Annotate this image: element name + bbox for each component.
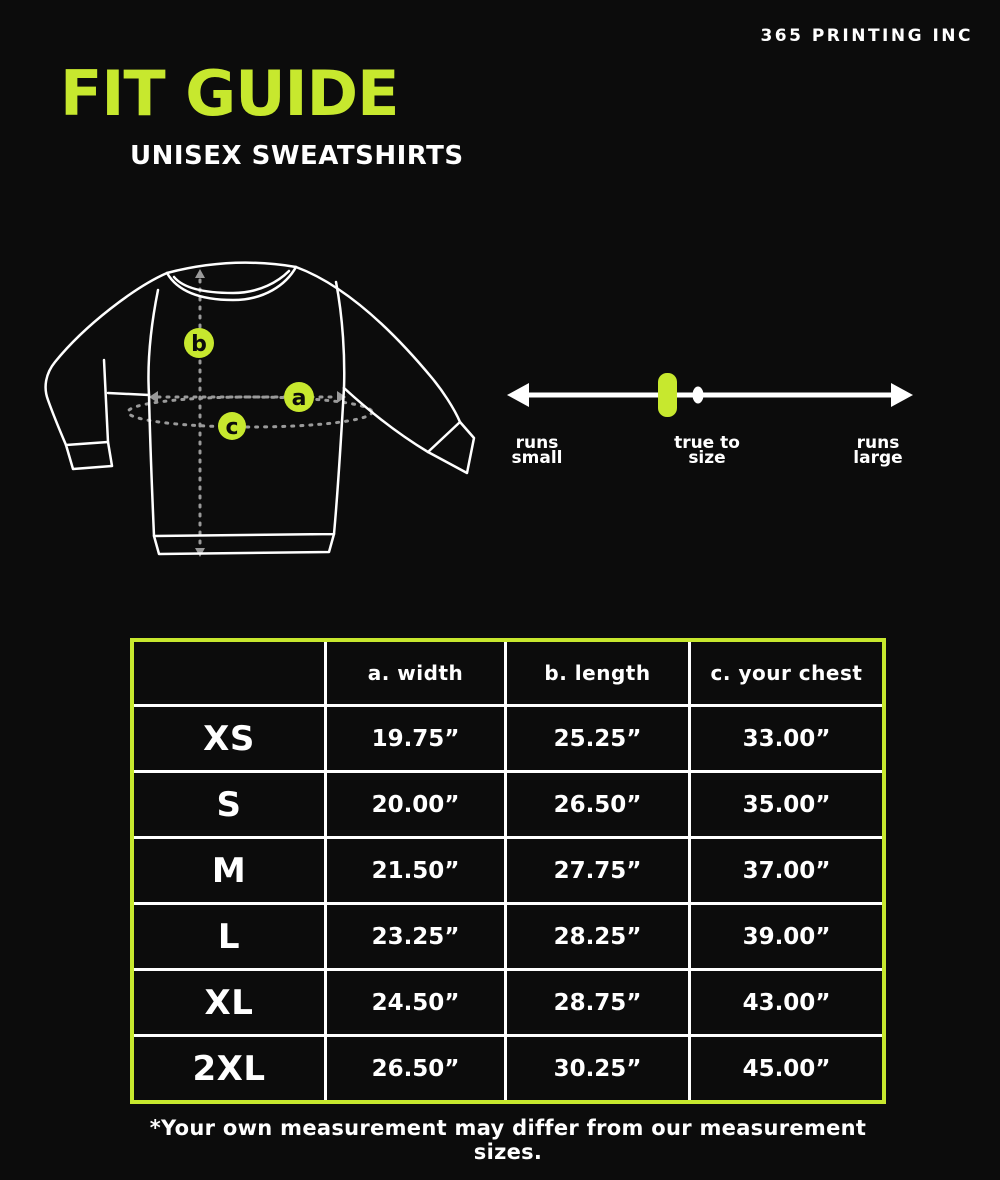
table-row-L-size: L bbox=[134, 905, 324, 968]
chest-dotted-ellipse bbox=[128, 397, 372, 427]
left-underarm-line bbox=[108, 393, 149, 395]
table-row-S-length: 26.50” bbox=[507, 773, 688, 836]
table-row-M-chest: 37.00” bbox=[691, 839, 882, 902]
scale-left-arrowhead bbox=[507, 383, 529, 407]
sweatshirt-diagram bbox=[30, 240, 500, 580]
table-row-2XL-width: 26.50” bbox=[327, 1037, 504, 1100]
guide-arrowheads bbox=[149, 269, 346, 557]
scale-dot bbox=[693, 387, 704, 404]
brand-text: 365 PRINTING INC bbox=[760, 26, 973, 46]
right-sleeve-outer bbox=[296, 267, 460, 422]
right-cuff bbox=[428, 422, 474, 473]
table-row-S-size: S bbox=[134, 773, 324, 836]
header-length: b. length bbox=[507, 642, 688, 704]
table-row-2XL-size: 2XL bbox=[134, 1037, 324, 1100]
scale-right-arrowhead bbox=[891, 383, 913, 407]
footnote: *Your own measurement may differ from our measurement sizes. bbox=[149, 1116, 867, 1164]
table-row-XL-size: XL bbox=[134, 971, 324, 1034]
table-row-M-width: 21.50” bbox=[327, 839, 504, 902]
header-width: a. width bbox=[327, 642, 504, 704]
scale-label-runs-small: runs small bbox=[511, 433, 563, 468]
sweatshirt-outline bbox=[46, 263, 474, 554]
page-title: FIT GUIDE bbox=[60, 57, 399, 130]
table-row-S-chest: 35.00” bbox=[691, 773, 882, 836]
table-row-XL-chest: 43.00” bbox=[691, 971, 882, 1034]
table-row-M-length: 27.75” bbox=[507, 839, 688, 902]
table-row-XS-width: 19.75” bbox=[327, 707, 504, 770]
true-to-size-pill bbox=[658, 373, 677, 417]
collar-top bbox=[167, 263, 296, 273]
marker-a-letter: a bbox=[291, 386, 307, 411]
left-body-seam bbox=[149, 395, 154, 536]
table-row-L-length: 28.25” bbox=[507, 905, 688, 968]
left-sleeve-inner bbox=[104, 360, 108, 442]
left-cuff bbox=[66, 442, 112, 469]
header-blank bbox=[134, 642, 324, 704]
table-row-2XL-length: 30.25” bbox=[507, 1037, 688, 1100]
table-row-S-width: 20.00” bbox=[327, 773, 504, 836]
table-row-2XL-chest: 45.00” bbox=[691, 1037, 882, 1100]
table-row-L-width: 23.25” bbox=[327, 905, 504, 968]
collar-outer bbox=[167, 267, 296, 300]
table-row-M-size: M bbox=[134, 839, 324, 902]
table-row-XS-chest: 33.00” bbox=[691, 707, 882, 770]
left-armhole-seam bbox=[148, 290, 158, 395]
marker-c-letter: c bbox=[225, 415, 239, 440]
table-row-XS-size: XS bbox=[134, 707, 324, 770]
table-row-XL-width: 24.50” bbox=[327, 971, 504, 1034]
page-subtitle: UNISEX SWEATSHIRTS bbox=[130, 141, 464, 171]
table-row-XL-length: 28.75” bbox=[507, 971, 688, 1034]
measurement-markers bbox=[184, 328, 314, 440]
table-row-L-chest: 39.00” bbox=[691, 905, 882, 968]
right-body-seam bbox=[334, 388, 344, 534]
marker-b-letter: b bbox=[191, 332, 207, 357]
fit-scale bbox=[505, 365, 915, 425]
scale-label-true-to-size: true to size bbox=[674, 433, 740, 468]
size-table bbox=[130, 638, 886, 1104]
hem-band bbox=[154, 534, 334, 554]
table-row-XS-length: 25.25” bbox=[507, 707, 688, 770]
header-chest: c. your chest bbox=[691, 642, 882, 704]
right-armhole-seam bbox=[336, 282, 344, 388]
scale-label-runs-large: runs large bbox=[853, 433, 903, 468]
